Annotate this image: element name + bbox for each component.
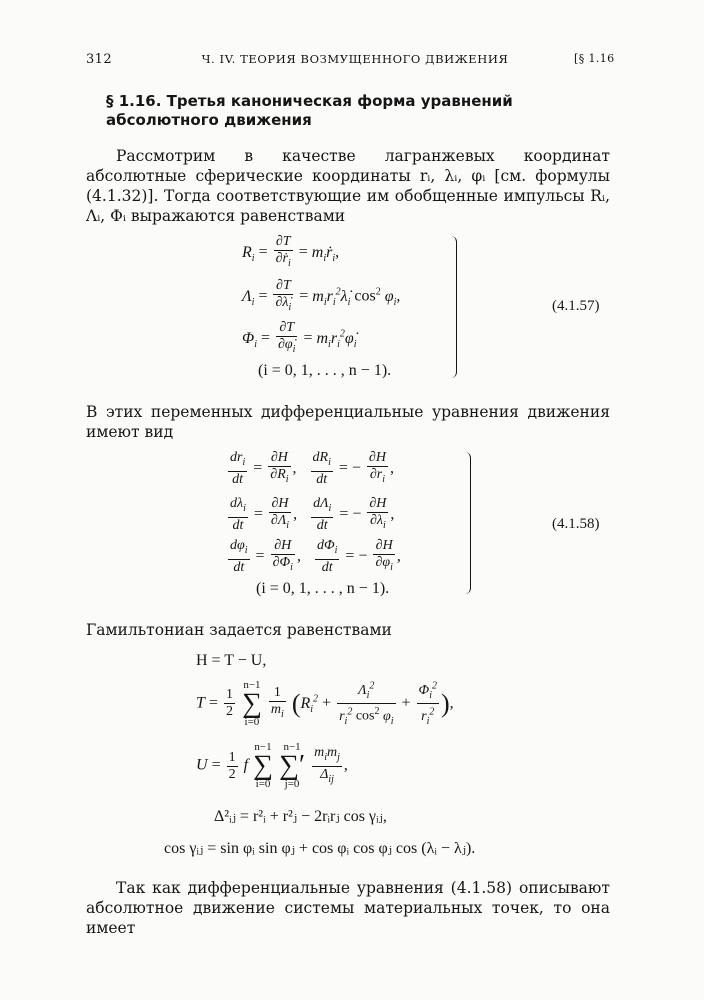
section-heading (106, 92, 526, 130)
page-number: 312 (86, 52, 113, 67)
eq-U: U = $\frac{1}{2}$ f n−1 ∑ i=0 n−1 ∑′ j=0 $\frac{m_im_j}{\Delta_{ij}}$ , (196, 741, 348, 790)
eq-H: H = T − U, (196, 652, 267, 669)
right-brace (462, 452, 471, 594)
eq-T: T = $\frac{1}{2}$ n−1 ∑ i=0 $\frac{1}{m_i}$ ($R_i^2$ + $\frac{\Lambda_i^2}{r_i^2 \cos^2 \varphi_i}$ + $\frac{\Phi_i^2}{r_i^2}$ ), (196, 678, 454, 728)
equation-number-4-1-58: (4.1.58) (552, 516, 600, 532)
eq57-range: (i = 0, 1, . . . , n − 1). (258, 362, 392, 379)
section-title-line1: § 1.16. Третья каноническая форма уравнений (106, 92, 513, 110)
eq-Lambda: $\Lambda_i$ = $\frac{\partial T}{\partial\lambdȧ_i}$ = $m_ir_i^2\lambdȧ_i$ $\cos^2 \varphi_i$, (242, 278, 401, 313)
paragraph-1: Рассмотрим в качестве лагранжевых координат абсолютные сферические координаты rᵢ, λᵢ, φᵢ [см. формулы (4.1.32)]. Тогда соответствующие им обобщенные импульсы Rᵢ, Λᵢ, Φᵢ выражаются равенствами (86, 147, 610, 225)
paragraph-2: В этих переменных дифференциальные уравнения движения имеют вид (86, 403, 610, 441)
eq-R: $R_i$ = $\frac{\partial T}{\partial ṙ_i}$ = $m_iṙ_i$, (242, 234, 340, 269)
equation-number-4-1-57: (4.1.57) (552, 298, 600, 314)
paragraph-4: Так как дифференциальные уравнения (4.1.58) описывают абсолютное движение системы материальных точек, то она имеет (86, 879, 610, 937)
eq-dlambda: $\frac{d\lambda_i}{dt}$ = $\frac{\partial H}{\partial\Lambda_i}$ , $\frac{d\Lambda_i}{dt}$ = − $\frac{\partial H}{\partial\lambda_i}$ , (230, 496, 395, 533)
eq-dphi: $\frac{d\varphi_i}{dt}$ = $\frac{\partial H}{\partial\Phi_i}$ , $\frac{d\Phi_i}{dt}$ = − $\frac{\partial H}{\partial\varphi_i}$ , (230, 538, 401, 575)
eq58-range: (i = 0, 1, . . . , n − 1). (256, 580, 390, 597)
eq-Delta: Δ²ᵢⱼ = r²ᵢ + r²ⱼ − 2rᵢrⱼ cos γᵢⱼ, (214, 808, 387, 825)
eq-Phi: $\Phi_i$ = $\frac{\partial T}{\partial\varphi̇_i}$ = $m_ir_i^2\varphi̇_i$ (242, 320, 357, 355)
section-title-line2: абсолютного движения (106, 111, 312, 129)
running-title: Ч. IV. ТЕОРИЯ ВОЗМУЩЕННОГО ДВИЖЕНИЯ (201, 52, 509, 66)
eq-cos-gamma: cos γᵢⱼ = sin φᵢ sin φⱼ + cos φᵢ cos φⱼ cos (λᵢ − λⱼ). (164, 840, 476, 857)
right-brace (448, 236, 457, 378)
eq-dr: $\frac{dr_i}{dt}$ = $\frac{\partial H}{\partial R_i}$ , $\frac{dR_i}{dt}$ = − $\frac{\partial H}{\partial r_i}$ , (230, 450, 394, 487)
paragraph-3: Гамильтониан задается равенствами (86, 621, 392, 639)
section-reference: [§ 1.16 (574, 52, 615, 65)
